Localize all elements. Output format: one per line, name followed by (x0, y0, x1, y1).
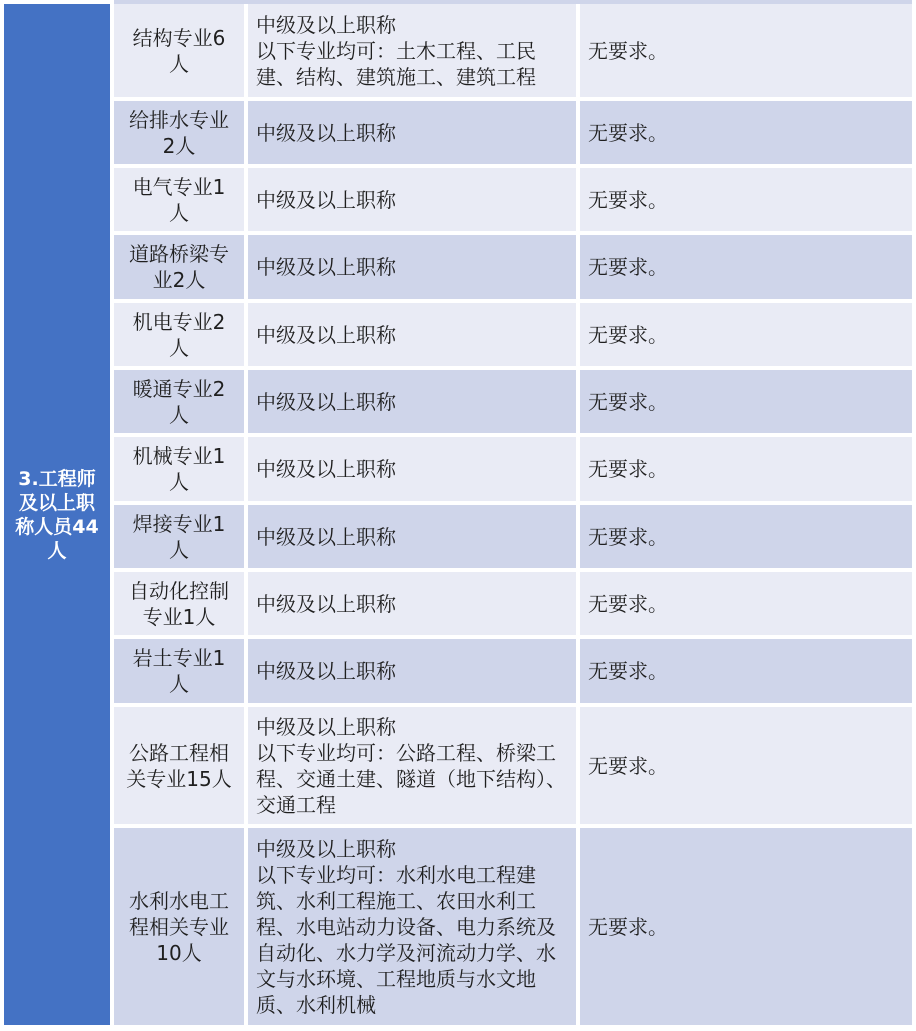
requirement-cell: 无要求。 (580, 101, 912, 164)
table-row (114, 101, 912, 164)
requirement-cell: 无要求。 (580, 639, 912, 703)
title-cell: 中级及以上职称 (248, 639, 576, 703)
major-cell: 电气专业1人 (114, 168, 244, 231)
table-row (114, 505, 912, 568)
title-cell: 中级及以上职称 (248, 168, 576, 231)
table-row (114, 370, 912, 433)
requirement-cell: 无要求。 (580, 828, 912, 1025)
table-row (114, 4, 912, 97)
table-row (114, 828, 912, 1025)
requirement-cell: 无要求。 (580, 505, 912, 568)
table-row (114, 707, 912, 824)
title-cell: 中级及以上职称 (248, 437, 576, 501)
title-cell: 中级及以上职称 (248, 235, 576, 299)
category-cell (4, 4, 110, 1025)
major-cell: 结构专业6人 (114, 4, 244, 97)
major-cell: 岩土专业1人 (114, 639, 244, 703)
table-row (114, 572, 912, 635)
requirement-cell: 无要求。 (580, 437, 912, 501)
title-cell: 中级及以上职称 以下专业均可：公路工程、桥梁工程、交通土建、隧道（地下结构）、交通工程 (248, 707, 576, 824)
major-cell: 道路桥梁专业2人 (114, 235, 244, 299)
title-cell: 中级及以上职称 (248, 303, 576, 366)
table-row (114, 303, 912, 366)
category-label: 3.工程师及以上职称人员44人 (15, 467, 99, 562)
requirement-cell: 无要求。 (580, 370, 912, 433)
title-cell: 中级及以上职称 (248, 370, 576, 433)
table-row (114, 437, 912, 501)
major-cell: 暖通专业2人 (114, 370, 244, 433)
requirement-cell: 无要求。 (580, 303, 912, 366)
requirement-cell: 无要求。 (580, 707, 912, 824)
table-row (114, 235, 912, 299)
title-cell: 中级及以上职称 以下专业均可：水利水电工程建筑、水利工程施工、农田水利工程、水电站动力设备、电力系统及自动化、水力学及河流动力学、水文与水环境、工程地质与水文地质、水利机械 (248, 828, 576, 1025)
requirement-cell: 无要求。 (580, 572, 912, 635)
table-row (114, 168, 912, 231)
major-cell: 自动化控制专业1人 (114, 572, 244, 635)
major-cell: 给排水专业2人 (114, 101, 244, 164)
requirement-cell: 无要求。 (580, 235, 912, 299)
requirement-cell: 无要求。 (580, 168, 912, 231)
requirement-cell: 无要求。 (580, 4, 912, 97)
major-cell: 机械专业1人 (114, 437, 244, 501)
table-row (114, 639, 912, 703)
title-cell: 中级及以上职称 (248, 572, 576, 635)
title-cell: 中级及以上职称 以下专业均可：土木工程、工民建、结构、建筑施工、建筑工程 (248, 4, 576, 97)
major-cell: 水利水电工程相关专业10人 (114, 828, 244, 1025)
title-cell: 中级及以上职称 (248, 101, 576, 164)
major-cell: 焊接专业1人 (114, 505, 244, 568)
major-cell: 公路工程相关专业15人 (114, 707, 244, 824)
major-cell: 机电专业2人 (114, 303, 244, 366)
title-cell: 中级及以上职称 (248, 505, 576, 568)
